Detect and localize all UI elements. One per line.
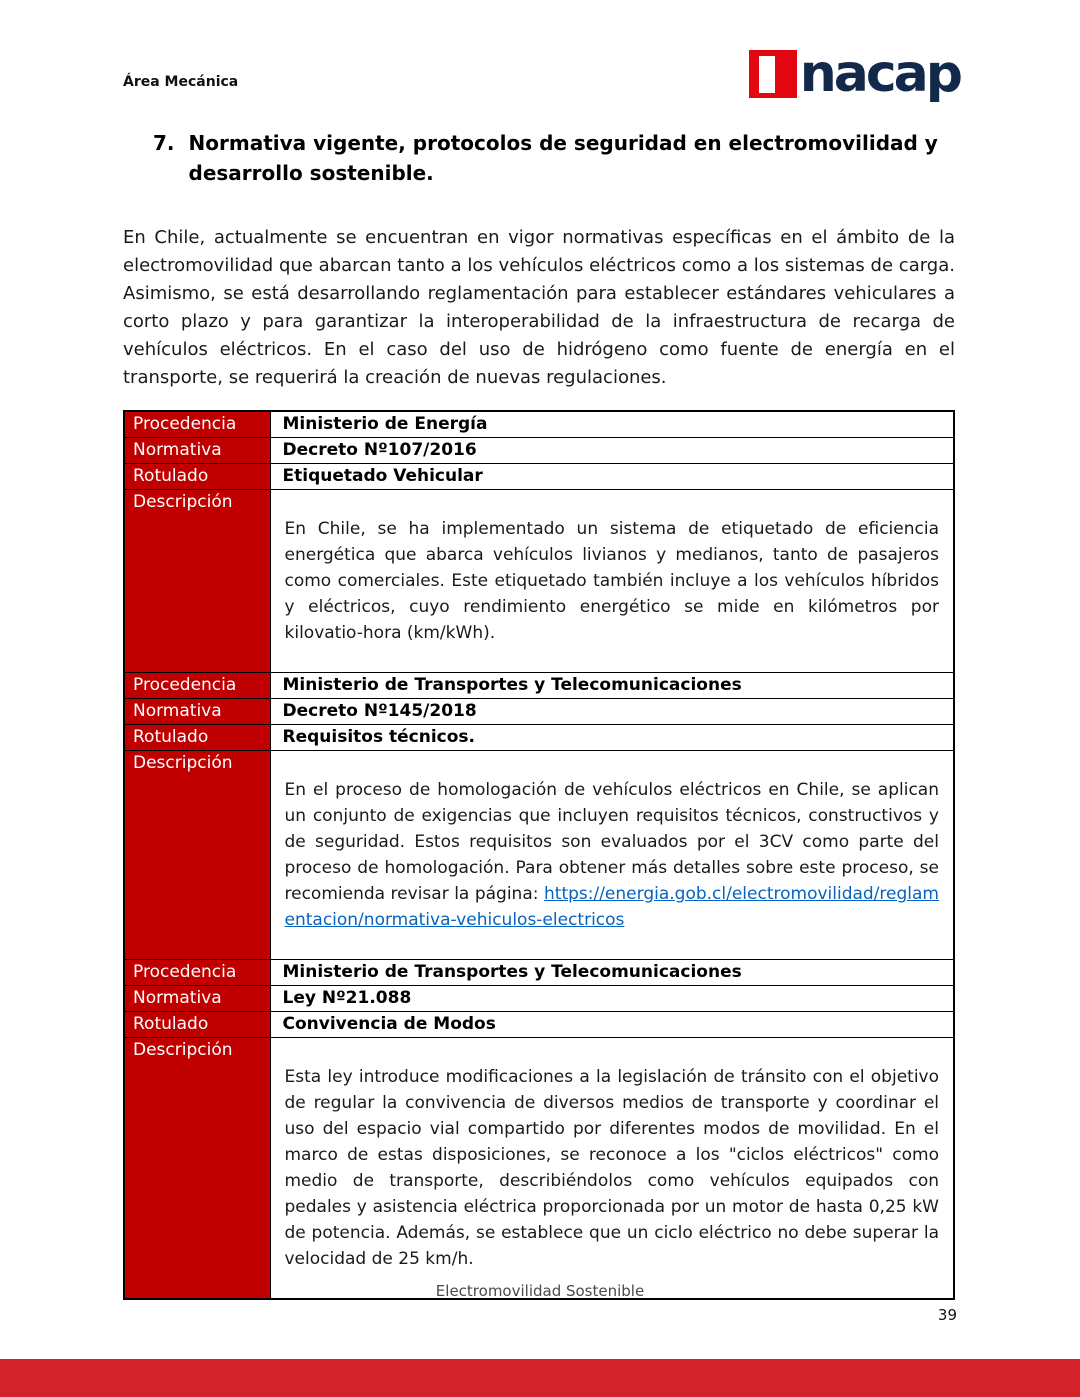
table-row-normativa-2: [124, 699, 954, 725]
value-normativa-2: Decreto Nº145/2018: [270, 699, 954, 725]
label-procedencia-1: Procedencia: [124, 411, 270, 438]
heading-number: 7.: [153, 131, 175, 155]
label-normativa-2: Normativa: [124, 699, 270, 725]
area-label: Área Mecánica: [123, 74, 239, 90]
label-descripcion-3: Descripción: [124, 1038, 270, 1300]
table-row-normativa-1: [124, 438, 954, 464]
value-descripcion-1: [270, 490, 954, 673]
descripcion-text-1: En Chile, se ha implementado un sistema de etiquetado de eficiencia energética que abarca vehículos livianos y medianos, tanto de pasajeros como comerciales. Este etiquetado también incluye a los vehículos híbridos y eléctricos, cuyo rendimiento energético se mide en kilómetros por kilovatio-hora (km/kWh).: [284, 519, 939, 643]
value-procedencia-2: Ministerio de Transportes y Telecomunicaciones: [270, 673, 954, 699]
value-descripcion-3: [270, 1038, 954, 1300]
label-descripcion-1: Descripción: [124, 490, 270, 673]
label-rotulado-1: Rotulado: [124, 464, 270, 490]
value-descripcion-2: [270, 751, 954, 960]
table-row-descripcion-1: [124, 490, 954, 673]
value-procedencia-3: Ministerio de Transportes y Telecomunicaciones: [270, 960, 954, 986]
table-row-procedencia-1: [124, 411, 954, 438]
table-row-rotulado-2: [124, 725, 954, 751]
table-row-descripcion-3: [124, 1038, 954, 1300]
inacap-logo-text: nacap: [799, 44, 960, 104]
content-column: [123, 128, 955, 1300]
inacap-logo-mark-icon: [749, 50, 797, 98]
inacap-logo-bar: [759, 56, 775, 93]
descripcion-text-2: En el proceso de homologación de vehículos eléctricos en Chile, se aplican un conjunto de exigencias que incluyen requisitos técnicos, constructivos y de seguridad. Estos requisitos son evaluados por el 3CV como parte del proceso de homologación. Para obtener más detalles sobre este proceso, se recomienda revisar la página:: [284, 780, 939, 904]
value-normativa-3: Ley Nº21.088: [270, 986, 954, 1012]
label-normativa-3: Normativa: [124, 986, 270, 1012]
inacap-logo: [749, 44, 960, 104]
table-row-procedencia-3: [124, 960, 954, 986]
value-procedencia-1: Ministerio de Energía: [270, 411, 954, 438]
intro-paragraph: En Chile, actualmente se encuentran en vigor normativas específicas en el ámbito de la electromovilidad que abarcan tanto a los vehículos eléctricos como a los sistemas de carga. Asimismo, se está desarrollando reglamentación para establecer estándares vehiculares a corto plazo y para garantizar la interoperabilidad de la infraestructura de recarga de vehículos eléctricos. En el caso del uso de hidrógeno como fuente de energía en el transporte, se requerirá la creación de nuevas regulaciones.: [123, 227, 955, 388]
label-rotulado-2: Rotulado: [124, 725, 270, 751]
page-header: [0, 0, 1080, 104]
footer-red-bar: [0, 1359, 1080, 1397]
table-row-rotulado-3: [124, 1012, 954, 1038]
footer-title: Electromovilidad Sostenible: [435, 1282, 645, 1300]
table-row-normativa-3: [124, 986, 954, 1012]
regulations-table: [123, 410, 955, 1300]
value-normativa-1: Decreto Nº107/2016: [270, 438, 954, 464]
label-descripcion-2: Descripción: [124, 751, 270, 960]
table-row-descripcion-2: [124, 751, 954, 960]
section-heading: [153, 128, 955, 188]
label-procedencia-3: Procedencia: [124, 960, 270, 986]
page-number: 39: [937, 1306, 957, 1324]
label-procedencia-2: Procedencia: [124, 673, 270, 699]
value-rotulado-2: Requisitos técnicos.: [270, 725, 954, 751]
value-rotulado-1: Etiquetado Vehicular: [270, 464, 954, 490]
table-row-procedencia-2: [124, 673, 954, 699]
heading-text: Normativa vigente, protocolos de seguridad en electromovilidad y desarrollo sostenible.: [188, 131, 938, 185]
table-row-rotulado-1: [124, 464, 954, 490]
regulation-link[interactable]: https://energia.gob.cl/electromovilidad/reglamentacion/normativa-vehiculos-electricos: [284, 884, 939, 930]
label-rotulado-3: Rotulado: [124, 1012, 270, 1038]
value-rotulado-3: Convivencia de Modos: [270, 1012, 954, 1038]
descripcion-text-3: Esta ley introduce modificaciones a la legislación de tránsito con el objetivo de regular la convivencia de diversos medios de transporte y coordinar el uso del espacio vial compartido por diferentes modos de movilidad. En el marco de estas disposiciones, se reconoce a los "ciclos eléctricos" como medio de transporte, describiéndolos como vehículos equipados con pedales y asistencia eléctrica proporcionada por un motor de hasta 0,25 kW de potencia. Además, se establece que un ciclo eléctrico no debe superar la velocidad de 25 km/h.: [284, 1067, 939, 1269]
label-normativa-1: Normativa: [124, 438, 270, 464]
